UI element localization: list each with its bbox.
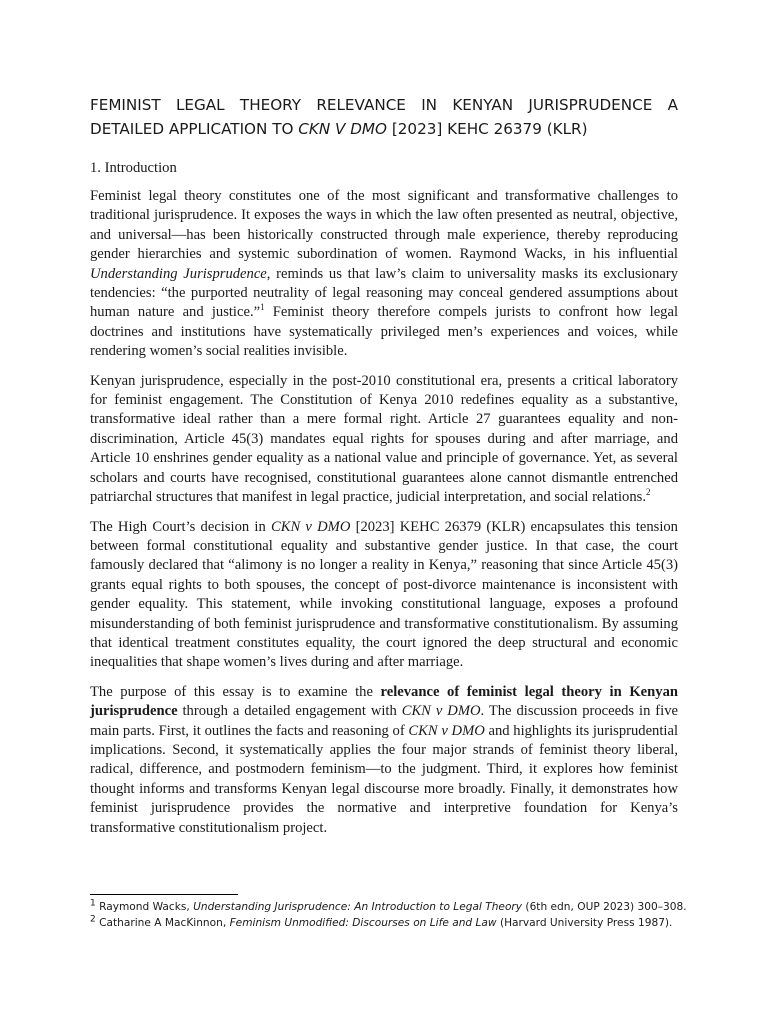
footnote-1-number: 1 xyxy=(90,898,96,909)
section-heading: 1. Introduction xyxy=(90,160,177,176)
paragraph-3-case-name: CKN v DMO xyxy=(270,518,351,535)
footnote-2-title: Feminism Unmodified: Discourses on Life and Law xyxy=(229,917,497,929)
title-case-name: CKN V DMO xyxy=(298,120,387,138)
footnote-1-details: (6th edn, OUP 2023) 300–308. xyxy=(522,901,687,913)
paragraph-2-text: Kenyan jurisprudence, especially in the post-2010 constitutional era, presents a critical laboratory for feminist engagement. The Constitution of Kenya 2010 redefines equality as a substantive, transformative ideal rather than a mere formal right. Article 27 guarantees equality and non-discrimination, Article 45(3) mandates equal rights for spouses during and after marriage, and Article 10 enshrines gender equality as a national value and principle of governance. Yet, as several scholars and courts have recognised, constitutional guarantees alone cannot dismantle entrenched patriarchal structures that manifest in legal practice, judicial interpretation, and social relations. xyxy=(90,372,678,506)
paragraph-3-text-b: [2023] KEHC 26379 (KLR) encapsulates this tension between formal constitutional equality and substantive gender justice. In that case, the court famously declared that “alimony is no longer a reality in Kenya,” reasoning that since Article 45(3) grants equal rights to both spouses, the concept of post-divorce maintenance is inconsistent with gender equality. This statement, while invoking constitutional language, exposes a profound misunderstanding of both feminist jurisprudence and transformative constitutionalism. By assuming that identical treatment constitutes equality, the court ignored the deep structural and economic inequalities that shape women’s lives during and after marriage. xyxy=(90,518,678,671)
footnote-2 xyxy=(90,915,690,931)
footnote-separator xyxy=(90,894,238,895)
title-text: FEMINIST LEGAL THEORY RELEVANCE IN KENYAN JURISPRUDENCE A DETAILED APPLICATION TO xyxy=(90,96,678,138)
footnote-2-number: 2 xyxy=(90,914,96,925)
paragraph-4-case-name-1: CKN v DMO xyxy=(401,703,481,720)
footnote-1-author: Raymond Wacks, xyxy=(95,901,194,913)
footnote-2-author: Catharine A MacKinnon, xyxy=(95,917,230,929)
paragraph-1-text-b: , reminds us that law’s claim to universality masks its exclusionary tendencies: “the purported neutrality of legal reasoning may conceal gendered assumptions about human nature and justice.” xyxy=(90,265,678,321)
paragraph-4-text-c: . The discussion proceeds in five main parts. First, it outlines the facts and reasoning of xyxy=(90,703,678,739)
paragraph-3-text-a: The High Court’s decision in xyxy=(90,518,271,535)
document-title xyxy=(90,93,678,141)
footnote-2-details: (Harvard University Press 1987). xyxy=(496,917,673,929)
paragraph-3 xyxy=(90,518,678,673)
footnote-1 xyxy=(90,899,690,915)
paragraph-2 xyxy=(90,372,678,508)
footnote-1-title: Understanding Jurisprudence: An Introduction to Legal Theory xyxy=(193,901,523,913)
paragraph-4-text-a: The purpose of this essay is to examine the xyxy=(90,683,381,700)
paragraph-1 xyxy=(90,187,678,362)
paragraph-4-case-name-2: CKN v DMO xyxy=(408,722,485,739)
footnotes xyxy=(90,894,690,931)
footnote-ref-1[interactable]: 1 xyxy=(260,302,265,313)
paragraph-1-text-a: Feminist legal theory constitutes one of the most significant and transformative challenges to traditional jurisprudence. It exposes the ways in which the law often presented as neutral, objective, and universal—has been historically constructed through male experience, thereby reproducing gender hierarchies and systemic subordination of women. Raymond Wacks, in his influential xyxy=(90,188,678,263)
paragraph-4-text-b: through a detailed engagement with xyxy=(177,703,402,720)
paragraph-1-book-title: Understanding Jurisprudence xyxy=(90,265,267,282)
paragraph-4-bold-phrase: relevance of feminist legal theory in Kenyan jurisprudence xyxy=(90,683,678,720)
document-body xyxy=(90,93,678,848)
title-citation: [2023] KEHC 26379 (KLR) xyxy=(387,120,588,138)
paragraph-4-text-d: and highlights its jurisprudential implications. Second, it systematically applies the four major strands of feminist theory liberal, radical, difference, and postmodern feminism—to the judgment. Third, it explores how feminist thought informs and transforms Kenyan legal discourse more broadly. Finally, it demonstrates how feminist jurisprudence provides the normative and interpretive foundation for Kenya’s transformative constitutionalism project. xyxy=(90,722,678,836)
footnote-ref-2[interactable]: 2 xyxy=(645,487,651,498)
paragraph-4 xyxy=(90,683,678,838)
paragraph-1-text-c: Feminist theory therefore compels jurists to confront how legal doctrines and institutions have systematically privileged men’s experiences and voices, while rendering women’s social realities invisible. xyxy=(90,304,678,360)
